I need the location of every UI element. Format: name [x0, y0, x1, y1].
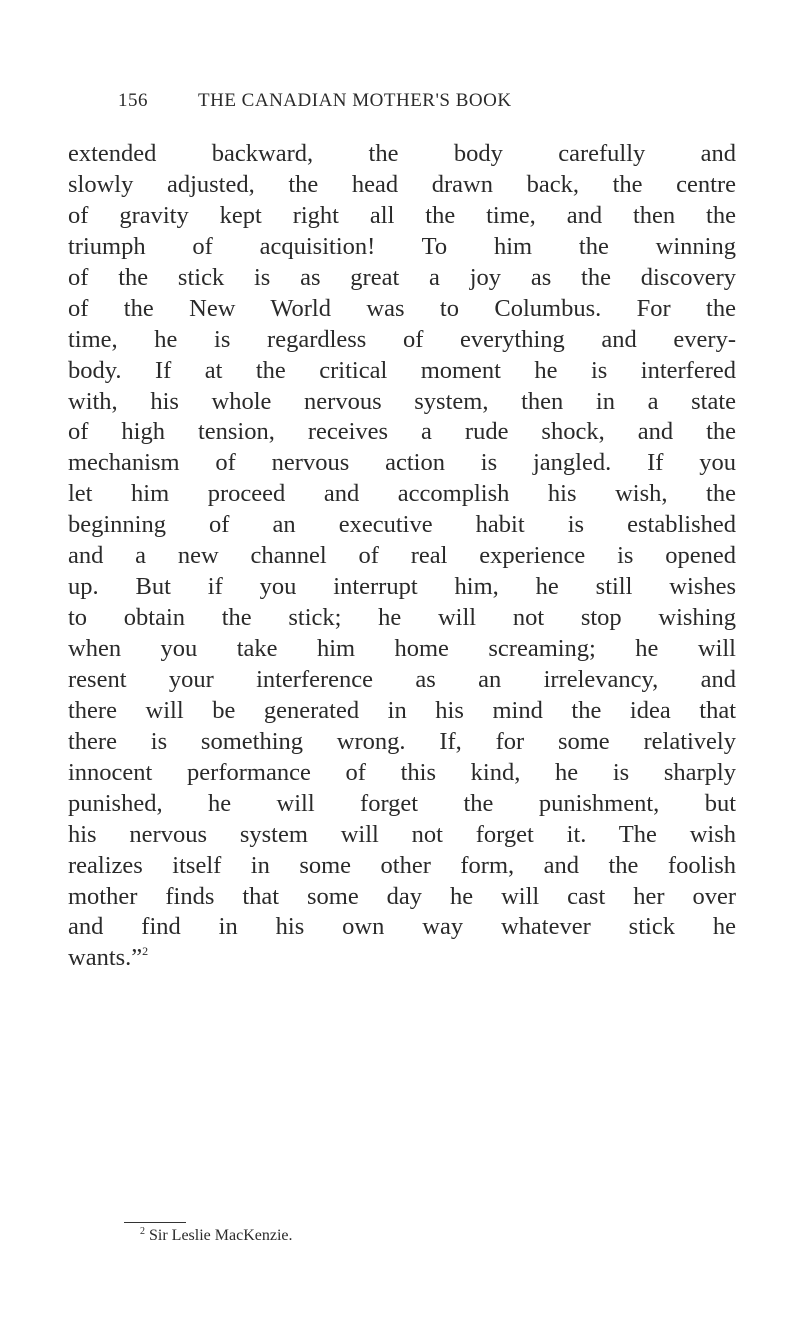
text-line: resent your interference as an irrelevancy, and: [68, 665, 736, 693]
text-line: let him proceed and accomplish his wish, the: [68, 480, 736, 508]
text-line: of high tension, receives a rude shock, and the: [68, 418, 736, 446]
text-line: of the stick is as great a joy as the discovery: [68, 263, 736, 291]
text-line: punished, he will forget the punishment, but: [68, 789, 736, 817]
footnote-text: Sir Leslie MacKenzie.: [149, 1227, 293, 1244]
text-line: slowly adjusted, the head drawn back, the centre: [68, 170, 736, 198]
text-line: his nervous system will not forget it. The wish: [68, 820, 736, 848]
text-line: mother finds that some day he will cast her over: [68, 882, 736, 910]
text-line: and find in his own way whatever stick he: [68, 913, 736, 941]
footnote-divider: [124, 1222, 186, 1223]
text-line: up. But if you interrupt him, he still wishes: [68, 573, 736, 601]
last-line-text: wants.”: [68, 944, 143, 972]
running-header: [118, 90, 678, 114]
text-line: mechanism of nervous action is jangled. If you: [68, 449, 736, 477]
page-number: 156: [118, 90, 148, 111]
text-line: with, his whole nervous system, then in a state: [68, 387, 736, 415]
text-line: extended backward, the body carefully and: [68, 140, 736, 167]
text-line: of gravity kept right all the time, and then the: [68, 201, 736, 229]
text-line: of the New World was to Columbus. For the: [68, 294, 736, 322]
text-line: there will be generated in his mind the idea that: [68, 696, 736, 724]
text-line: and a new channel of real experience is opened: [68, 542, 736, 570]
text-line: triumph of acquisition! To him the winning: [68, 232, 736, 260]
text-line: there is something wrong. If, for some relatively: [68, 727, 736, 755]
text-line: time, he is regardless of everything and every-: [68, 325, 736, 353]
text-line: realizes itself in some other form, and the foolish: [68, 851, 736, 879]
text-line-last: [68, 943, 736, 974]
footnote: [140, 1227, 293, 1245]
running-title: THE CANADIAN MOTHER'S BOOK: [198, 90, 512, 111]
footnote-marker: 2: [140, 1226, 145, 1237]
text-line: beginning of an executive habit is established: [68, 511, 736, 539]
text-line: when you take him home screaming; he will: [68, 635, 736, 662]
text-line: innocent performance of this kind, he is sharply: [68, 758, 736, 786]
body-text: [68, 139, 736, 974]
text-line: to obtain the stick; he will not stop wishing: [68, 604, 736, 632]
footnote-reference: 2: [142, 944, 149, 959]
text-line: body. If at the critical moment he is interfered: [68, 356, 736, 384]
